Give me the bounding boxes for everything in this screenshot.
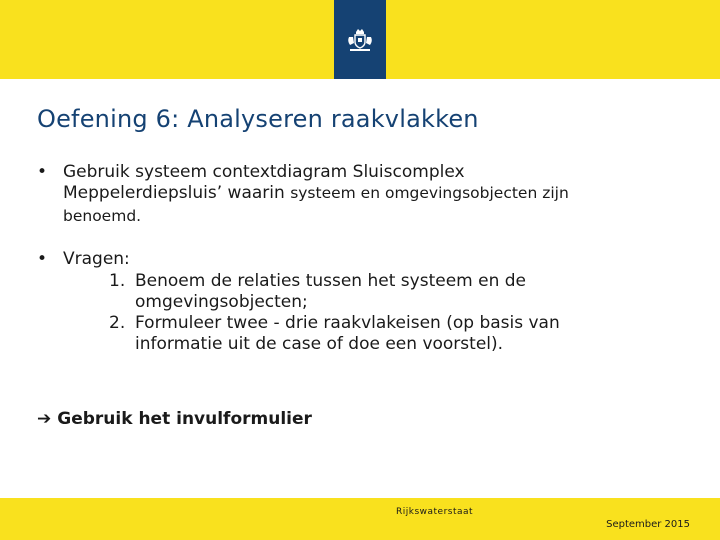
list-line: Formuleer twee - drie raakvlakeisen (op basis van [135,313,560,333]
bullet-dot: • [37,162,48,182]
bullet-line: Vragen: [63,249,130,269]
list-line: informatie uit de case of doe een voorstel). [135,334,504,354]
rijksoverheid-logo [334,0,386,79]
arrow-right-icon: ➔ [37,409,52,429]
question-list [37,271,687,355]
action-text: Gebruik het invulformulier [57,409,312,429]
list-item [37,271,687,313]
slide-content [37,162,687,355]
footer-date: September 2015 [606,519,690,530]
bullet-line: benoemd. [63,207,142,225]
bullet-contextdiagram [37,162,687,227]
bullet-text: systeem en omgevingsobjecten zijn [290,184,569,202]
coat-of-arms-icon [345,28,375,54]
bullet-vragen [37,249,687,270]
list-line: Benoem de relaties tussen het systeem en de [135,271,526,291]
header-band [0,0,720,79]
list-number: 1. [109,271,126,291]
bullet-text: Meppelerdiepsluis’ waarin [63,183,291,203]
list-line: omgevingsobjecten; [135,292,308,312]
list-number: 2. [109,313,126,333]
slide-title: Oefening 6: Analyseren raakvlakken [37,105,479,133]
bullet-dot: • [37,249,48,269]
bullet-line [63,183,687,204]
list-item [37,313,687,355]
action-line [37,409,312,429]
bullet-line: Gebruik systeem contextdiagram Sluiscomplex [63,162,465,182]
footer-organization: Rijkswaterstaat [396,507,474,517]
